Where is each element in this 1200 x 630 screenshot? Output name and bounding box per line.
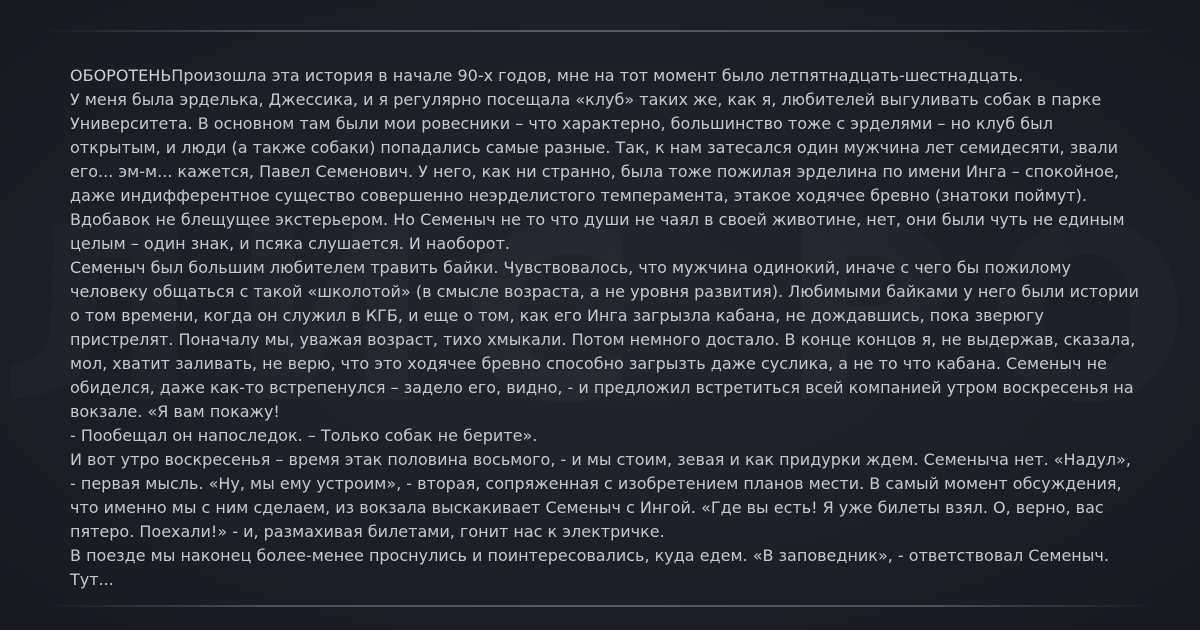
- story-title: ОБОРОТЕНЬ: [70, 66, 172, 85]
- story-first-paragraph: [70, 64, 1140, 88]
- story-paragraph: Семеныч был большим любителем травить байки. Чувствовалось, что мужчина одинокий, иначе с чего бы пожилому человеку общаться с такой «школотой» (в смысле возраста, а не уровня развития). Любимыми байками у него были истории о том времени, когда он служил в КГБ, и еще о том, как его Инга загрызла кабана, не дождавшись, пока зверюгу пристрелят. Поначалу мы, уважая возраст, тихо хмыкали. Потом немного достало. В конце концов я, не выдержав, сказала, мол, хватит заливать, не верю, что это ходячее бревно способно загрызть даже суслика, а не то что кабана. Семеныч не обиделся, даже как-то встрепенулся – задело его, видно, - и предложил встретиться всей компанией утром воскресенья на вокзале. «Я вам покажу!: [70, 258, 1139, 421]
- story-lead: Произошла эта история в начале 90-х годов, мне на тот момент было летпятнадцать-шестнадцать.: [171, 66, 1024, 85]
- story-paragraph: У меня была эрделька, Джессика, и я регулярно посещала «клуб» таких же, как я, любителей выгуливать собак в парке Университета. В основном там были мои ровесники – что характерно, большинство тоже с эрделями – но клуб был открытым, и люди (а также собаки) попадались самые разные. Так, к нам затесался один мужчина лет семидесяти, звали его... эм-м... кажется, Павел Семенович. У него, как ни странно, была тоже пожилая эрделина по имени Инга – спокойное, даже индифферентное существо совершенно неэрделистого темперамента, этакое ходячее бревно (знатоки поймут). Вдобавок не блещущее экстерьером. Но Семеныч не то что души не чаял в своей животине, нет, они были чуть не единым целым – один знак, и псяка слушается. И наоборот.: [70, 90, 1125, 253]
- story-paragraph: - Пообещал он напоследок. – Только собак не берите».: [70, 426, 538, 445]
- story-paragraph: В поезде мы наконец более-менее проснулись и поинтересовались, куда едем. «В заповедник», - ответствовал Семеныч. Тут...: [70, 546, 1109, 589]
- bottom-divider: [40, 605, 1160, 607]
- story-paragraph: И вот утро воскресенья – время этак половина восьмого, - и мы стоим, зевая и как придурки ждем. Семеныча нет. «Надул», - первая мысль. «Ну, мы ему устроим», - вторая, сопряженная с изобретением планов мести. В самый момент обсуждения, что именно мы с ним сделаем, из вокзала выскакивает Семеныч с Ингой. «Где вы есть! Я уже билеты взял. О, верно, вас пятеро. Поехали!» - и, размахивая билетами, гонит нас к электричке.: [70, 450, 1132, 541]
- top-divider: [40, 30, 1160, 32]
- story-text: [70, 64, 1140, 592]
